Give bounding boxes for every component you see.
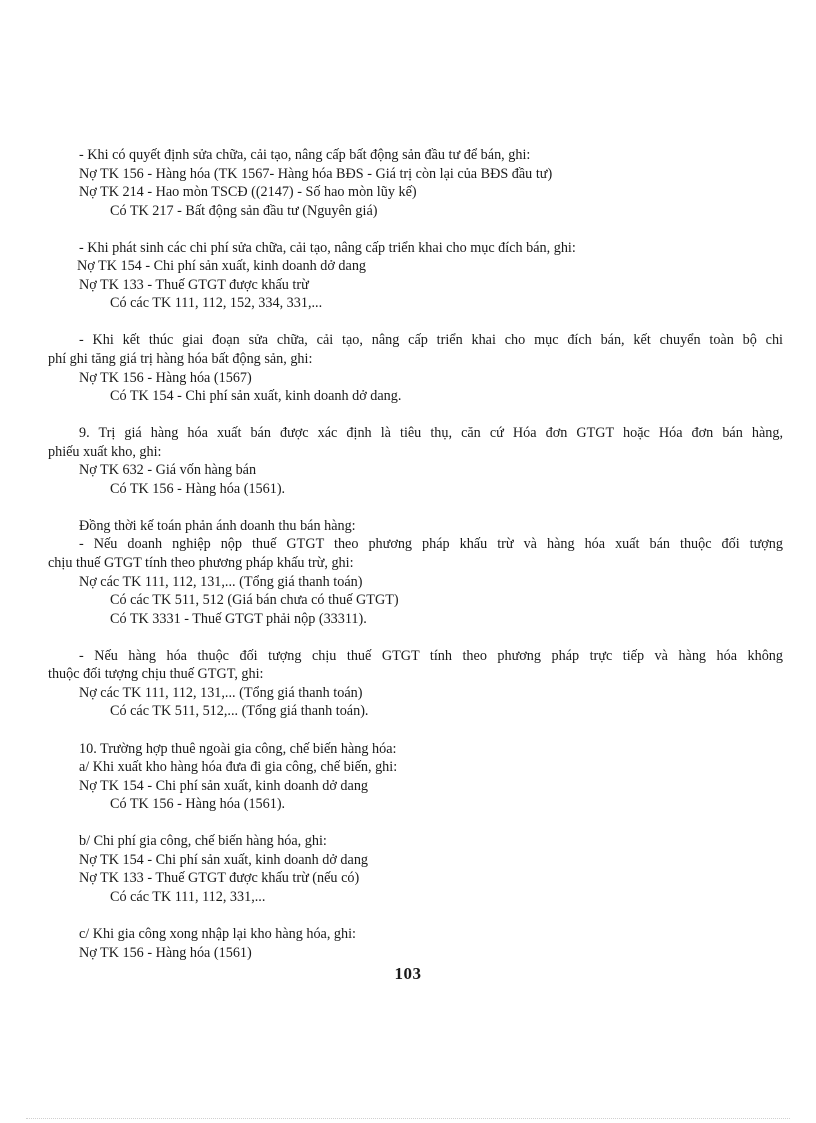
text-line: Đồng thời kế toán phản ánh doanh thu bán hàng: <box>79 517 356 534</box>
text-line: Nợ TK 133 - Thuế GTGT được khấu trừ (nếu có) <box>79 870 360 887</box>
text-line: thuộc đối tượng chịu thuế GTGT, ghi: <box>48 666 264 683</box>
text-line: - Nếu hàng hóa thuộc đối tượng chịu thuế GTGT tính theo phương pháp trực tiếp và hàng hóa không <box>79 647 783 664</box>
text-line: phí ghi tăng giá trị hàng hóa bất động sản, ghi: <box>48 351 313 368</box>
text-line: Có TK 3331 - Thuế GTGT phải nộp (33311). <box>110 610 367 627</box>
text-line: Nợ TK 156 - Hàng hóa (1561) <box>79 944 252 961</box>
text-line: Có các TK 511, 512 (Giá bán chưa có thuế GTGT) <box>110 592 399 609</box>
text-line: Có TK 217 - Bất động sản đầu tư (Nguyên giá) <box>110 202 378 219</box>
text-line: Có các TK 111, 112, 152, 334, 331,... <box>110 295 323 312</box>
text-line: c/ Khi gia công xong nhập lại kho hàng hóa, ghi: <box>79 925 356 942</box>
text-line: Có các TK 111, 112, 331,... <box>110 888 266 905</box>
page-divider <box>26 1118 790 1119</box>
text-line: - Khi phát sinh các chi phí sửa chữa, cải tạo, nâng cấp triển khai cho mục đích bán, ghi: <box>79 239 576 256</box>
text-line: a/ Khi xuất kho hàng hóa đưa đi gia công, chế biến, ghi: <box>79 759 398 776</box>
text-line: Nợ các TK 111, 112, 131,... (Tổng giá thanh toán) <box>79 573 363 590</box>
text-line: Nợ TK 156 - Hàng hóa (TK 1567- Hàng hóa BĐS - Giá trị còn lại của BĐS đầu tư) <box>79 165 553 182</box>
page-body <box>48 146 783 962</box>
text-line: Nợ TK 133 - Thuế GTGT được khấu trừ <box>79 276 309 293</box>
text-line: 9. Trị giá hàng hóa xuất bán được xác định là tiêu thụ, căn cứ Hóa đơn GTGT hoặc Hóa đơn bán hàng, <box>79 425 783 442</box>
text-line: Có TK 156 - Hàng hóa (1561). <box>110 796 286 813</box>
text-line: - Nếu doanh nghiệp nộp thuế GTGT theo phương pháp khấu trừ và hàng hóa xuất bán thuộc đối tượng <box>79 536 783 553</box>
text-line: Nợ các TK 111, 112, 131,... (Tổng giá thanh toán) <box>79 684 363 701</box>
text-line: Có TK 156 - Hàng hóa (1561). <box>110 480 286 497</box>
text-line: phiếu xuất kho, ghi: <box>48 443 162 460</box>
text-line: Nợ TK 154 - Chi phí sản xuất, kinh doanh dở dang <box>79 777 369 794</box>
text-line: - Khi có quyết định sửa chữa, cải tạo, nâng cấp bất động sản đầu tư để bán, ghi: <box>79 147 531 163</box>
text-line: chịu thuế GTGT tính theo phương pháp khấu trừ, ghi: <box>48 555 354 572</box>
text-line: b/ Chi phí gia công, chế biến hàng hóa, ghi: <box>79 833 327 850</box>
text-line: 10. Trường hợp thuê ngoài gia công, chế biến hàng hóa: <box>79 740 397 757</box>
text-line: Nợ TK 154 - Chi phí sản xuất, kinh doanh dở dang <box>77 258 367 275</box>
page-number: 103 <box>394 964 422 983</box>
text-line: Nợ TK 214 - Hao mòn TSCĐ ((2147) - Số hao mòn lũy kế) <box>79 184 417 201</box>
text-line: - Khi kết thúc giai đoạn sửa chữa, cải tạo, nâng cấp triển khai cho mục đích bán, kết chuyển toàn bộ chi <box>79 332 783 349</box>
text-line: Nợ TK 156 - Hàng hóa (1567) <box>79 369 252 386</box>
text-line: Có các TK 511, 512,... (Tổng giá thanh toán). <box>110 703 369 720</box>
text-line: Nợ TK 154 - Chi phí sản xuất, kinh doanh dở dang <box>79 851 369 868</box>
text-line: Nợ TK 632 - Giá vốn hàng bán <box>79 462 257 479</box>
text-line: Có TK 154 - Chi phí sản xuất, kinh doanh dở dang. <box>110 388 402 405</box>
